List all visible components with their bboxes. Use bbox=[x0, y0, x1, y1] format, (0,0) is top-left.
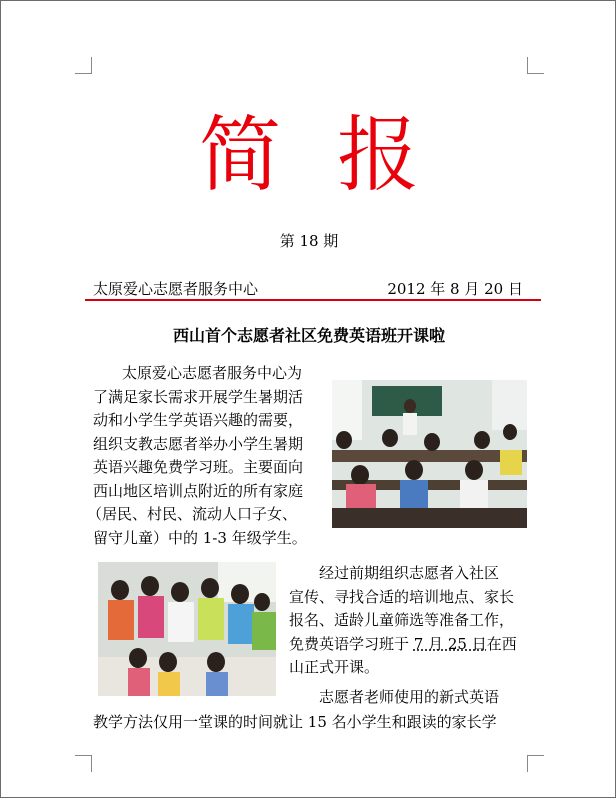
masthead-title: 简报 bbox=[198, 108, 475, 203]
para1-line: 动和小学生学英语兴趣的需要， bbox=[93, 411, 304, 429]
para2-line4-before: 免费英语学习班于 bbox=[289, 634, 414, 653]
para2-line4-after: 在西 bbox=[486, 634, 517, 653]
para1-line: 西山地区培训点附近的所有家庭 bbox=[93, 481, 304, 500]
para1-line: 太原爱心志愿者服务中心为 bbox=[122, 364, 303, 382]
publish-date: 2012 年 8 月 20 日 bbox=[387, 280, 523, 298]
red-divider bbox=[85, 299, 541, 301]
volunteers-group-photo bbox=[98, 562, 276, 696]
para2-line: 经过前期组织志愿者入社区 bbox=[319, 564, 500, 582]
para2-line bbox=[289, 633, 517, 657]
crop-mark-top-right bbox=[527, 57, 544, 74]
org-date-line bbox=[93, 278, 523, 299]
para1-line: （居民、村民、流动人口子女、 bbox=[87, 505, 298, 523]
para2-line: 报名、适龄儿童筛选等准备工作， bbox=[289, 611, 515, 629]
crop-mark-top-left bbox=[75, 57, 92, 74]
classroom-photo bbox=[332, 380, 527, 528]
issue-number: 第 18 期 bbox=[279, 232, 339, 250]
para2-line: 宣传、寻找合适的培训地点、家长 bbox=[289, 587, 515, 606]
article-headline: 西山首个志愿者社区免费英语班开课啦 bbox=[172, 326, 445, 345]
para1-line: 留守儿童）中的 1-3 年级学生。 bbox=[93, 528, 307, 547]
organization-name: 太原爱心志愿者服务中心 bbox=[93, 280, 259, 298]
para3-line: 志愿者老师使用的新式英语 bbox=[319, 688, 500, 706]
crop-mark-bottom-right bbox=[527, 755, 544, 772]
para2-line: 山正式开课。 bbox=[289, 658, 380, 676]
crop-mark-bottom-left bbox=[75, 755, 92, 772]
para1-line: 英语兴趣免费学习班。主要面向 bbox=[93, 458, 304, 476]
para1-line: 了满足家长需求开展学生暑期活 bbox=[93, 387, 304, 406]
para3-line: 教学方法仅用一堂课的时间就让 15 名小学生和跟读的家长学 bbox=[93, 713, 497, 731]
start-date: 7 月 25 日 bbox=[413, 634, 487, 653]
para1-line: 组织支教志愿者举办小学生暑期 bbox=[93, 434, 304, 453]
